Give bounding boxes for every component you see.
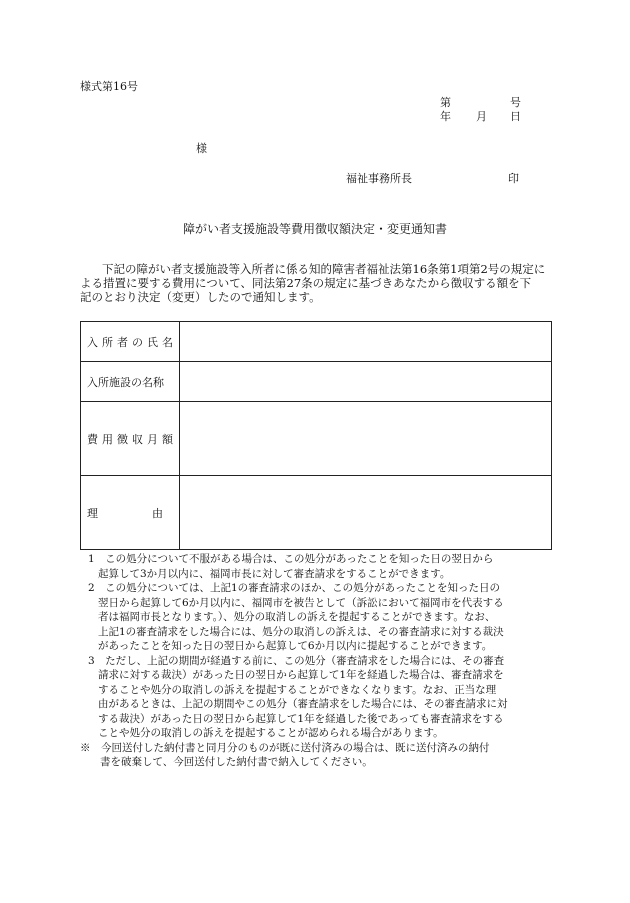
document-number-prefix: 第 [440,96,451,109]
note-line: 3 ただし、上記の期間が経過する前に、この処分（審査請求をした場合には、その審査 [88,654,505,667]
document-number-suffix: 号 [510,96,521,109]
intro-line: 下記の障がい者支援施設等入所者に係る知的障害者福祉法第16条第1項第2号の規定に [102,262,546,276]
note-line: 者は福岡市長となります。）、処分の取消しの訴えを提起することができます。なお、 [98,611,496,623]
amount-label-cell [81,402,180,476]
facility-label-cell [81,362,180,402]
date-year-label: 年 [440,110,451,123]
reason-value-cell [180,476,552,550]
name-label-cell [81,322,180,362]
facility-value-cell [180,362,552,402]
seal-mark: 印 [508,172,519,185]
note-line: ※ 今回送付した納付書と同月分のものが既に送付済みの場合は、既に送付済みの納付 [80,741,490,754]
note-line: があったことを知った日の翌日から起算して6か月以内に提起することができます。 [98,640,493,652]
name-label: 入所者の氏名 [87,335,177,349]
issuer-title: 福祉事務所長 [346,172,412,185]
reason-label [87,505,163,521]
note-line: 請求に対する裁決）があった日の翌日から起算して1年を経過した場合は、審査請求を [98,669,504,681]
table-row [81,476,552,550]
reason-label-cell [81,476,180,550]
intro-line: よる措置に要する費用について、同法第27条の規定に基づきあなたから徴収する額を下 [80,276,532,290]
document-title: 障がい者支援施設等費用徴収額決定・変更通知書 [182,222,447,236]
note-line: 1 この処分について不服がある場合は、この処分があったことを知った日の翌日から [88,553,494,565]
amount-value-cell [180,402,552,476]
note-line: 由があるときは、上記の期間やこの処分（審査請求をした場合には、その審査請求に対 [98,698,508,710]
notes-section [80,552,558,770]
note-line: する裁決）があった日の翌日から起算して1年を経過した後であっても審査請求をする [98,712,504,725]
note-line: 書を破棄して、今回送付した納付書で納入してください。 [100,756,373,768]
facility-label: 入所施設の名称 [87,375,164,389]
note-line: ことや処分の取消しの訴えを提起することが認められる場合があります。 [98,727,444,739]
note-line: 2 この処分については、上記1の審査請求のほか、この処分があったことを知った日の [88,582,501,594]
table-row [81,362,552,402]
date-month-label: 月 [476,110,487,123]
table-row [81,402,552,476]
note-line: 翌日から起算して6か月以内に、福岡市を被告として（訴訟において福岡市を代表する [98,596,504,609]
reason-label-char: 由 [152,506,163,520]
intro-paragraph [80,262,550,304]
reason-label-char: 理 [87,506,98,520]
table-row [81,322,552,362]
note-line: することや処分の取消しの訴えを提起することができなくなります。なお、正当な理 [98,683,497,696]
amount-label: 費用徴収月額 [87,432,177,446]
name-value-cell [180,322,552,362]
notice-form-table [80,321,552,550]
addressee-suffix: 様 [196,142,207,155]
intro-line: 記のとおり決定（変更）したので通知します。 [80,290,321,304]
form-number: 様式第16号 [80,80,138,93]
note-line: 起算して3か月以内に、福岡市長に対して審査請求をすることができます。 [98,567,451,580]
date-day-label: 日 [510,110,521,123]
note-line: 上記1の審査請求をした場合には、処分の取消しの訴えは、その審査請求に対する裁決 [98,625,504,638]
